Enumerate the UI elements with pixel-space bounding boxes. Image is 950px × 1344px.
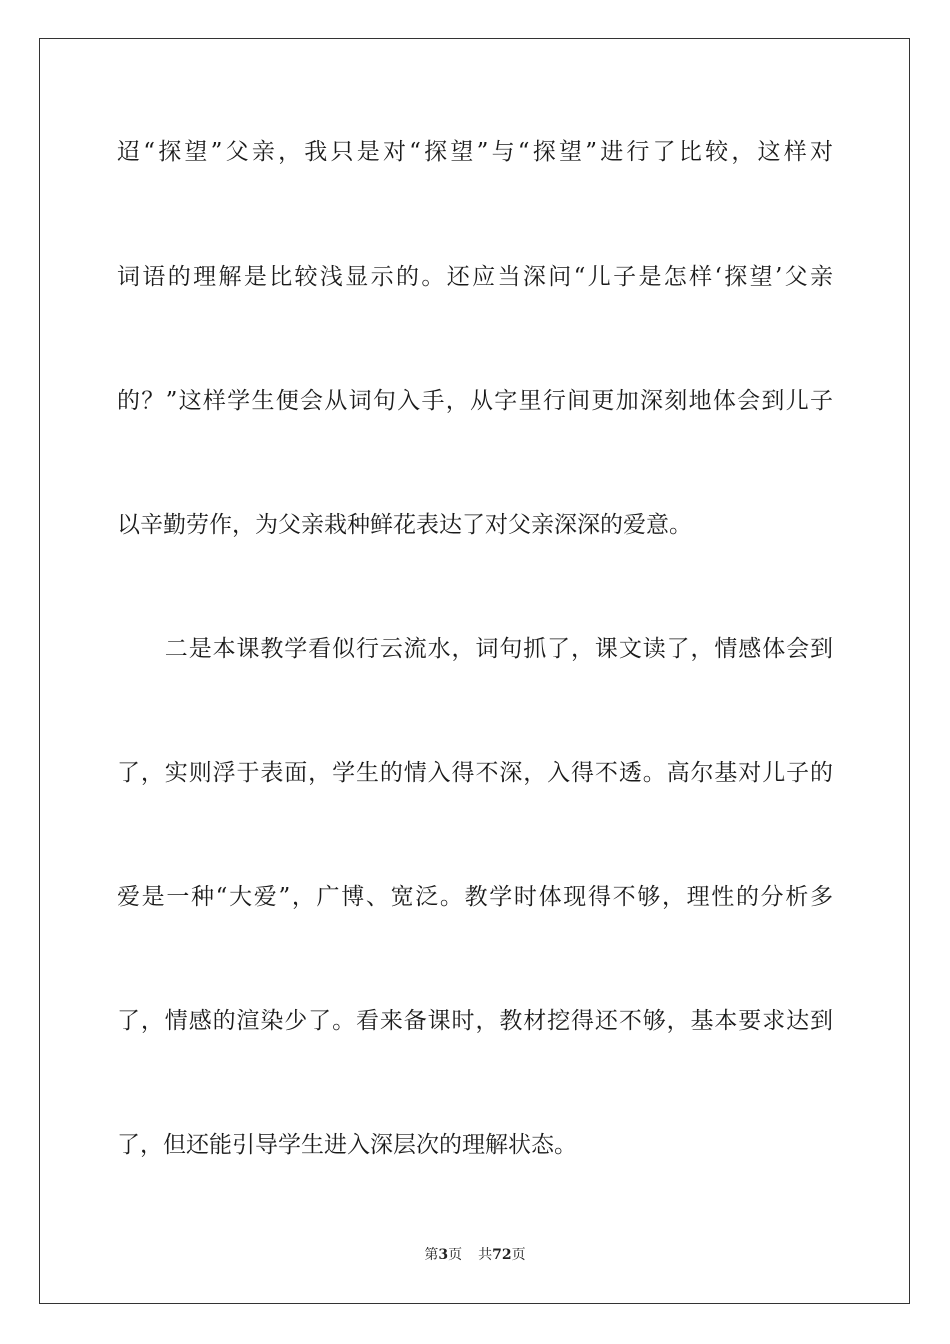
text-line-9: 了，但还能引导学生进入深层次的理解状态。: [117, 1132, 577, 1158]
total-pages: 72: [492, 1247, 512, 1263]
text-line-1: 迢“探望”父亲，我只是对“探望”与“探望”进行了比较，这样对: [117, 139, 833, 165]
page-suffix: 页: [448, 1247, 463, 1263]
text-line-7: 爱是一种“大爱”，广博、宽泛。教学时体现得不够，理性的分析多: [117, 884, 833, 910]
page-prefix: 第: [424, 1247, 439, 1263]
text-line-6: 了，实则浮于表面，学生的情入得不深，入得不透。高尔基对儿子的: [117, 760, 833, 786]
text-line-2: 词语的理解是比较浅显示的。还应当深问“儿子是怎样‘探望’父亲: [117, 264, 833, 290]
total-suffix: 页: [511, 1247, 526, 1263]
total-prefix: 共: [478, 1247, 493, 1263]
page-number: 3: [438, 1247, 449, 1263]
text-line-8: 了，情感的渲染少了。看来备课时，教材挖得还不够，基本要求达到: [117, 1008, 833, 1034]
text-line-5: 二是本课教学看似行云流水，词句抓了，课文读了，情感体会到: [117, 636, 833, 662]
text-line-4: 以辛勤劳作，为父亲栽种鲜花表达了对父亲深深的爱意。: [117, 512, 692, 538]
page-footer: [0, 1246, 950, 1264]
page-border: [39, 38, 910, 1304]
text-line-3: 的？”这样学生便会从词句入手，从字里行间更加深刻地体会到儿子: [117, 388, 833, 414]
